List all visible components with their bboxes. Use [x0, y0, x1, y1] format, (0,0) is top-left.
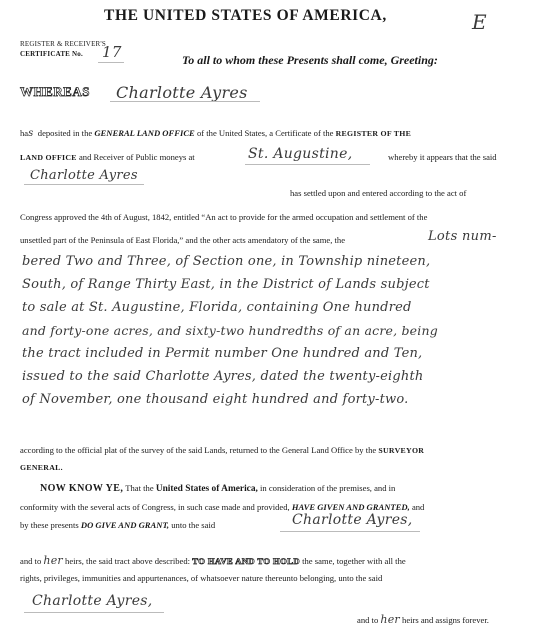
grantee-name-2: Charlotte Ayres [30, 168, 138, 183]
habendum-clause: TO HAVE AND TO HOLD [192, 556, 300, 566]
grantee-name-3: Charlotte Ayres, [292, 512, 413, 528]
line4-text: Congress approved the 4th of August, 1842, entitled “An act to provide for the armed occupation and settlement of the [20, 212, 428, 222]
description-line: South, of Range Thirty East, in the District of Lands subject [22, 277, 430, 292]
land-office-place: St. Augustine, [248, 146, 353, 162]
certificate-number: 17 [102, 43, 122, 61]
line1-text-a: deposited in the [37, 128, 93, 138]
description-line: issued to the said Charlotte Ayres, dated the twenty-eighth [22, 369, 424, 384]
nky-text-b: in consideration of the premises, and in [260, 483, 396, 493]
register-of-the: REGISTER OF THE [335, 129, 412, 138]
unto-said-text: unto the said [171, 520, 216, 530]
has-suffix: s [28, 128, 34, 139]
has-prefix: ha [20, 128, 29, 138]
rights-text: rights, privileges, immunities and appurtenances, of whatsoever nature thereunto belonging, unto the said [20, 573, 383, 583]
line5-text: unsettled part of the Peninsula of East Florida,” and the other acts amendatory of the same, the [20, 235, 346, 245]
margin-handwritten-mark: E [472, 10, 487, 34]
heirs-pronoun: her [43, 554, 63, 567]
grantee-name: Charlotte Ayres [116, 83, 248, 102]
description-start: Lots num- [428, 229, 497, 244]
grantee-name-4: Charlotte Ayres, [32, 593, 153, 609]
description-line: to sale at St. Augustine, Florida, containing One hundred [22, 300, 412, 315]
line3-text: has settled upon and entered according to the act of [290, 188, 467, 198]
have-given-granted: HAVE GIVEN AND GRANTED, [291, 502, 410, 512]
conformity-and: and [411, 502, 425, 512]
land-office: LAND OFFICE [20, 153, 77, 162]
heirs-text-c: the same, together with all the [302, 556, 406, 566]
nky-text-a: That the [125, 483, 154, 493]
document-title: THE UNITED STATES OF AMERICA, [104, 7, 387, 24]
general-land-office: GENERAL LAND OFFICE [94, 128, 195, 138]
description-line: of November, one thousand eight hundred and forty-two. [22, 392, 409, 407]
final-pronoun: her [380, 613, 400, 626]
heirs-and-to: and to [20, 556, 42, 566]
certificate-label: CERTIFICATE No. [20, 50, 83, 58]
general-label: GENERAL. [20, 463, 63, 472]
plat-text: according to the official plat of the survey of the said Lands, returned to the General Land Office by the [20, 445, 377, 455]
surveyor-label: SURVEYOR [378, 446, 425, 455]
greeting: To all to whom these Presents shall come, Greeting: [182, 53, 438, 67]
description-line: and forty-one acres, and sixty-two hundredths of an acre, being [22, 323, 438, 338]
final-text: heirs and assigns forever. [402, 615, 489, 625]
do-give-grant: DO GIVE AND GRANT, [80, 520, 170, 530]
heirs-text: heirs, the said tract above described: [65, 556, 191, 566]
united-states-label: United States of America, [155, 484, 258, 494]
by-presents-text: by these presents [20, 520, 79, 530]
line2-text-a: and Receiver of Public moneys at [78, 152, 195, 162]
description-line: the tract included in Permit number One hundred and Ten, [22, 346, 423, 361]
line1-text-b: of the United States, a Certificate of the [196, 128, 334, 138]
conformity-text: conformity with the several acts of Congress, in such case made and provided, [20, 502, 290, 512]
final-and-to: and to [357, 615, 379, 625]
line2-text-b: whereby it appears that the said [388, 152, 497, 162]
now-know-ye: NOW KNOW YE, [40, 483, 124, 494]
description-line: bered Two and Three, of Section one, in Township nineteen, [22, 254, 431, 269]
register-label: REGISTER & RECEIVER'S [20, 40, 106, 48]
whereas-heading: WHEREAS [20, 84, 90, 99]
